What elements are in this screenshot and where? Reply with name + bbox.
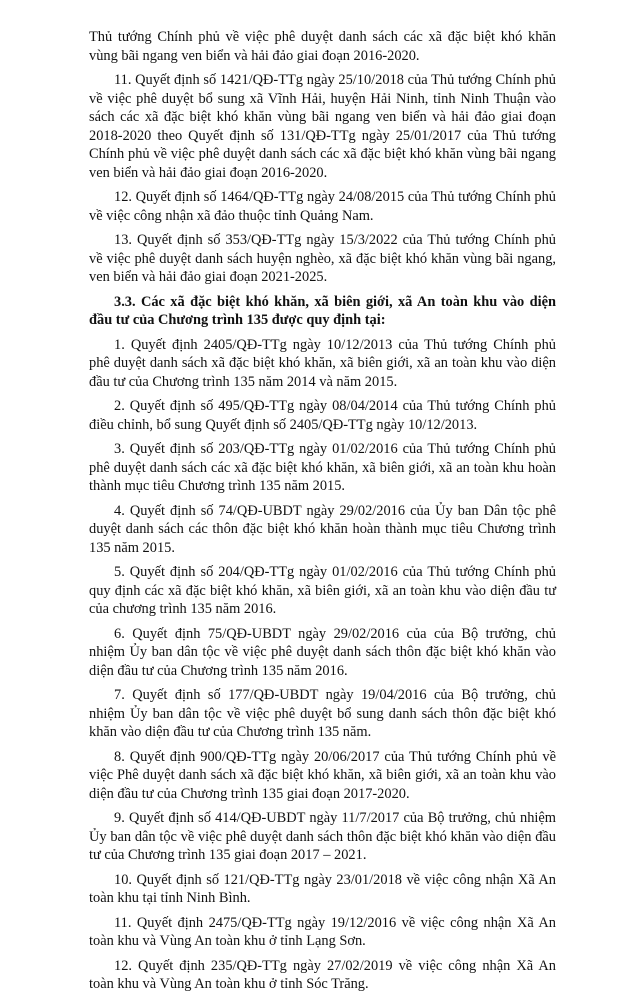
list-item: 6. Quyết định 75/QĐ-UBDT ngày 29/02/2016 của của Bộ trưởng, chủ nhiệm Ủy ban dân tộc về việc phê duyệt danh sách thôn đặc biệt khó khăn vào diện đầu tư của Chương trình 135 năm 2016. [89,625,556,679]
list-item: 10. Quyết định số 121/QĐ-TTg ngày 23/01/2018 về việc công nhận Xã An toàn khu tại tỉnh Ninh Bình. [89,871,556,906]
section-heading: 3.3. Các xã đặc biệt khó khăn, xã biên giới, xã An toàn khu vào diện đầu tư của Chương trình 135 được quy định tại: [89,293,556,328]
list-item: 1. Quyết định 2405/QĐ-TTg ngày 10/12/2013 của Thủ tướng Chính phủ phê duyệt danh sách xã đặc biệt khó khăn, xã biên giới, xã an toàn khu vào diện đầu tư của Chương trình 135 năm 2014 và năm 2015. [89,336,556,390]
continuation-paragraph: Thủ tướng Chính phủ về việc phê duyệt danh sách các xã đặc biệt khó khăn vùng bãi ngang ven biển và hải đảo giai đoạn 2016-2020. [89,29,556,64]
list-item: 13. Quyết định số 353/QĐ-TTg ngày 15/3/2022 của Thủ tướng Chính phủ về việc phê duyệt danh sách huyện nghèo, xã đặc biệt khó khăn vùng bãi ngang, ven biển và hải đảo giai đoạn 2021-2025. [89,232,556,285]
list-item: 9. Quyết định số 414/QĐ-UBDT ngày 11/7/2017 của Bộ trưởng, chủ nhiệm Ủy ban dân tộc về việc phê duyệt danh sách thôn đặc biệt khó khăn vào diện đầu tư của Chương trình 135 giai đoạn 2017 – 2021. [89,810,556,863]
list-item: 12. Quyết định số 1464/QĐ-TTg ngày 24/08/2015 của Thủ tướng Chính phủ về việc công nhận xã đảo thuộc tỉnh Quảng Nam. [89,189,556,224]
list-item: 11. Quyết định 2475/QĐ-TTg ngày 19/12/2016 về việc công nhận Xã An toàn khu và Vùng An toàn khu ở tỉnh Lạng Sơn. [89,914,556,949]
list-item: 12. Quyết định 235/QĐ-TTg ngày 27/02/2019 về việc công nhận Xã An toàn khu và Vùng An toàn khu ở tỉnh Sóc Trăng. [89,957,556,992]
list-item: 5. Quyết định số 204/QĐ-TTg ngày 01/02/2016 của Thủ tướng Chính phủ quy định các xã đặc biệt khó khăn, xã biên giới, xã an toàn khu vào diện đầu tư của chương trình 135 năm 2016. [89,564,556,617]
list-item: 11. Quyết định số 1421/QĐ-TTg ngày 25/10/2018 của Thủ tướng Chính phủ về việc phê duyệt bổ sung xã Vĩnh Hải, huyện Hải Ninh, tỉnh Ninh Thuận vào sách các xã đặc biệt khó khăn vùng bãi ngang ven biển và hải đảo giai đoạn 2018-2020 theo Quyết định số 131/QĐ-TTg ngày 25/01/2017 của Thủ tướng Chính phủ về việc phê duyệt danh sách các xã đặc biệt khó khăn vùng bãi ngang ven biển và hải đảo giai đoạn 2016-2020. [89,72,556,181]
list-item: 8. Quyết định 900/QĐ-TTg ngày 20/06/2017 của Thủ tướng Chính phủ về việc Phê duyệt danh sách xã đặc biệt khó khăn, xã biên giới, xã an toàn khu vào diện đầu tư của Chương trình 135 giai đoạn 2017-2020. [89,748,556,802]
list-item: 4. Quyết định số 74/QĐ-UBDT ngày 29/02/2016 của Ủy ban Dân tộc phê duyệt danh sách các thôn đặc biệt khó khăn hoàn thành mục tiêu Chương trình 135 năm 2015. [89,502,556,556]
list-item: 2. Quyết định số 495/QĐ-TTg ngày 08/04/2014 của Thủ tướng Chính phủ điều chỉnh, bổ sung Quyết định số 2405/QĐ-TTg ngày 10/12/2013. [89,398,556,433]
list-item: 3. Quyết định số 203/QĐ-TTg ngày 01/02/2016 của Thủ tướng Chính phủ phê duyệt danh sách các xã đặc biệt khó khăn, xã biên giới, xã an toàn khu hoàn thành mục tiêu Chương trình 135 năm 2015. [89,441,556,494]
list-item: 7. Quyết định số 177/QĐ-UBDT ngày 19/04/2016 của Bộ trưởng, chủ nhiệm Ủy ban dân tộc về việc phê duyệt bổ sung danh sách thôn đặc biệt khó khăn vào diện đầu tư của Chương trình 135 năm. [89,687,556,740]
